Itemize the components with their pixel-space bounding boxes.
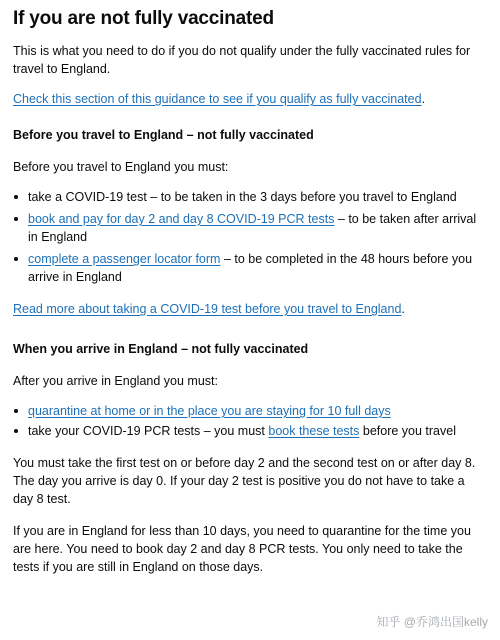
list-item-text: before you travel (359, 424, 456, 438)
list-item (13, 402, 487, 420)
book-these-tests-link[interactable]: book these tests (268, 424, 360, 438)
read-more-paragraph (13, 300, 487, 318)
page-title: If you are not fully vaccinated (13, 8, 274, 29)
book-pcr-tests-link[interactable]: book and pay for day 2 and day 8 COVID-19 PCR tests (28, 212, 335, 226)
list-item-text: – to be completed in the 48 hours before you arrive in England (28, 252, 473, 284)
list-item (13, 210, 487, 246)
qualify-check-paragraph (13, 90, 487, 108)
test-days-paragraph: You must take the first test on or before day 2 and the second test on or after day 8. The day you arrive is day 0. If your day 2 test is positive you do not have to take a day 8 test. (13, 456, 476, 506)
read-more-suffix: . (401, 302, 405, 316)
short-stay-paragraph: If you are in England for less than 10 days, you need to quarantine for the time you are here. You need to book day 2 and day 8 PCR tests. You only need to take the tests if you are still in England on those days. (13, 524, 471, 574)
intro-paragraph: This is what you need to do if you do not qualify under the fully vaccinated rules for travel to England. (13, 44, 471, 76)
guidance-page (13, 8, 487, 576)
quarantine-link[interactable]: quarantine at home or in the place you are staying for 10 full days (28, 404, 391, 418)
before-travel-heading: Before you travel to England – not fully vaccinated (13, 128, 314, 142)
list-item (13, 188, 487, 206)
list-item-text: take a COVID-19 test – to be taken in the 3 days before you travel to England (28, 190, 457, 204)
on-arrival-lead: After you arrive in England you must: (13, 374, 218, 388)
read-more-testing-link[interactable]: Read more about taking a COVID-19 test before you travel to England (13, 302, 402, 316)
passenger-locator-form-link[interactable]: complete a passenger locator form (28, 252, 221, 266)
before-travel-lead: Before you travel to England you must: (13, 160, 229, 174)
list-item-text: – to be taken after arrival in England (28, 212, 477, 244)
qualify-check-link[interactable]: Check this section of this guidance to see if you qualify as fully vaccinated (13, 92, 422, 106)
on-arrival-heading: When you arrive in England – not fully vaccinated (13, 342, 309, 356)
list-item (13, 422, 487, 440)
on-arrival-list (13, 402, 487, 440)
qualify-check-suffix: . (421, 92, 426, 106)
list-item-text: take your COVID-19 PCR tests – you must (28, 424, 269, 438)
watermark: 知乎 @乔鸿出国kelly (376, 615, 488, 629)
list-item (13, 250, 487, 286)
before-travel-list (13, 188, 487, 286)
